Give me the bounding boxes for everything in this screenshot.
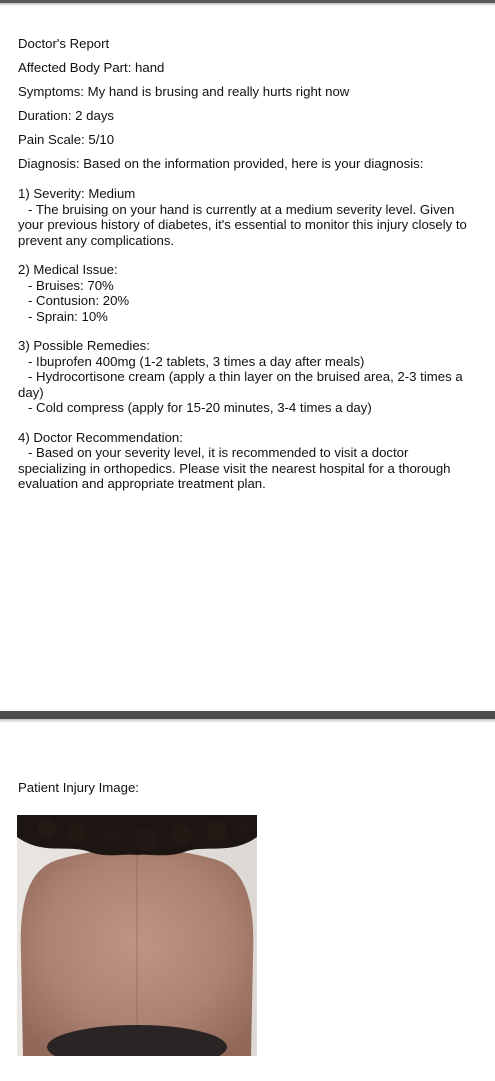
medical-issue-item: - Contusion: 20%: [28, 293, 130, 308]
medical-issue-section: [18, 262, 478, 324]
duration: Duration: 2 days: [18, 108, 115, 123]
recommendation-heading: 4) Doctor Recommendation:: [18, 429, 183, 445]
medical-issue-heading: 2) Medical Issue:: [18, 262, 118, 277]
recommendation-text: - Based on your severity level, it is recommended to visit a doctor specializing in orthopedics. Please visit the nearest hospital for a thorough evaluation and appropriate treatment plan.: [18, 445, 451, 491]
affected-body-part: Affected Body Part: hand: [18, 60, 165, 75]
report-title: Doctor's Report: [18, 36, 110, 51]
pain-scale: Pain Scale: 5/10: [18, 132, 115, 147]
medical-issue-item: - Sprain: 10%: [28, 308, 108, 324]
severity-heading: 1) Severity: Medium: [18, 186, 136, 201]
report-page: [18, 36, 478, 492]
patient-back-illustration: [17, 815, 257, 1056]
injury-image-label: Patient Injury Image:: [18, 780, 139, 795]
diagnosis-intro: Diagnosis: Based on the information provided, here is your diagnosis:: [18, 156, 424, 171]
severity-section: [18, 186, 478, 248]
remedies-section: [18, 338, 478, 416]
severity-text: - The bruising on your hand is currently at a medium severity level. Given your previous history of diabetes, it's essential to monitor this injury closely to prevent any complications.: [18, 201, 467, 248]
patient-injury-photo: [17, 815, 257, 1056]
page-separator: [0, 711, 495, 719]
remedy-item: - Cold compress (apply for 15-20 minutes, 3-4 times a day): [28, 400, 372, 415]
recommendation-section: [18, 430, 478, 492]
page-separator-shadow: [0, 719, 495, 723]
remedy-item: - Ibuprofen 400mg (1-2 tablets, 3 times a day after meals): [28, 353, 365, 369]
viewer-top-shadow: [0, 3, 495, 6]
remedies-heading: 3) Possible Remedies:: [18, 338, 150, 353]
medical-issue-item: - Bruises: 70%: [28, 277, 114, 293]
symptoms: Symptoms: My hand is brusing and really hurts right now: [18, 84, 350, 99]
remedy-item: - Hydrocortisone cream (apply a thin layer on the bruised area, 2-3 times a day): [18, 369, 463, 400]
